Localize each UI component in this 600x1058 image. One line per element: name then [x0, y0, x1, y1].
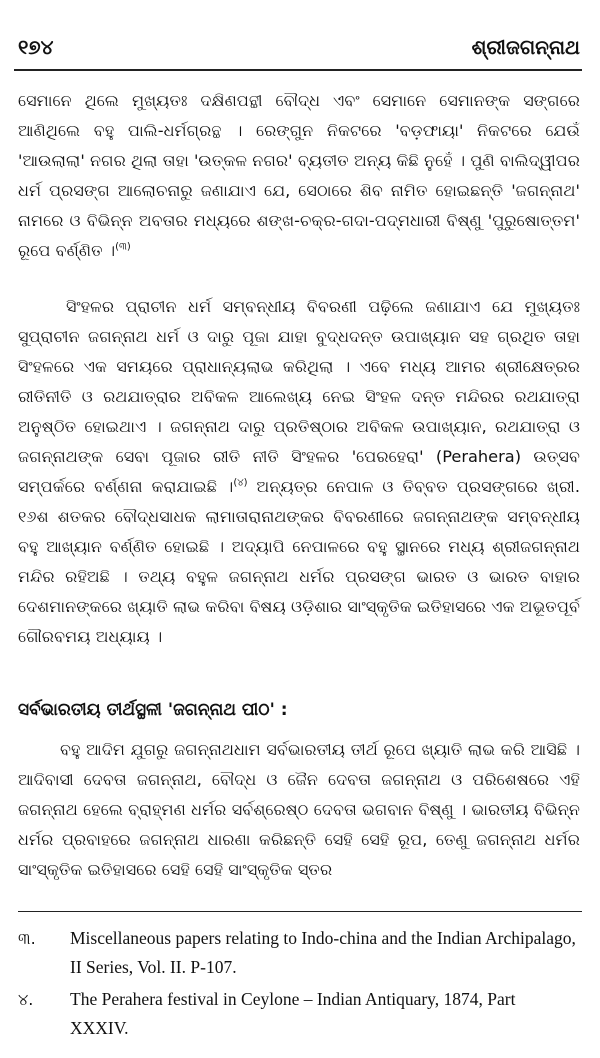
paragraph-1: [18, 86, 580, 266]
paragraph-2: [18, 292, 580, 652]
running-title: ଶ୍ରୀଜଗନ୍ନାଥ: [471, 35, 580, 59]
footnote-number: ୪.: [18, 990, 34, 1009]
footnote-divider: [18, 911, 582, 912]
paragraph-2-text-a: ସିଂହଳର ପ୍ରାଚୀନ ଧର୍ମ ସମ୍ବନ୍ଧୀୟ ବିବରଣୀ ପଢ଼ିଲେ ଜଣାଯାଏ ଯେ ମୁଖ୍ୟତଃ ସୁପ୍ରାଚୀନ ଜଗନ୍ନାଥ ଧର୍ମ ଓ ଦାରୁ ପୂଜା ଯାହା ବୁଦ୍ଧଦନ୍ତ ଉପାଖ୍ୟାନ ସହ ଗ୍ରଥିତ ତାହା ସିଂହଳରେ ଏକ ସମୟରେ ପ୍ରାଧାନ୍ୟଲାଭ କରିଥିଲା । ଏବେ ମଧ୍ୟ ଆମର ଶ୍ରୀକ୍ଷେତ୍ରର ରୀତିନୀତି ଓ ରଥଯାତ୍ରାର ଅବିକଳ ଆଲେଖ୍ୟ ନେଇ ସିଂହଳ ଦନ୍ତ ମନ୍ଦିରର ରଥଯାତ୍ରା ଅନୁଷ୍ଠିତ ହୋଇଥାଏ । ଜଗନ୍ନାଥ ଦାରୁ ପ୍ରତିଷ୍ଠାର ଅବିକଳ ଉପାଖ୍ୟାନ, ରଥଯାତ୍ରା ଓ ଜଗନ୍ନାଥଙ୍କ ସେବା ପୂଜାର ରୀତି ନୀତି ସିଂହଳର 'ପେରହେରା' (Perahera) ଉତ୍ସବ ସମ୍ପର୍କରେ ବର୍ଣ୍ଣନା କରାଯାଇଛି ।: [18, 297, 580, 496]
paragraph-2-text-b: ଅନ୍ୟତ୍ର ନେପାଳ ଓ ତିବ୍ବତ ପ୍ରସଙ୍ଗରେ ଖ୍ରୀ. ୧୬ଶ ଶତକର ବୌଦ୍ଧସାଧକ ଲାମାତାରାନାଥଙ୍କର ବିବରଣୀରେ ଜଗନ୍ନାଥଙ୍କ ସମ୍ବନ୍ଧୀୟ ବହୁ ଆଖ୍ୟାନ ବର୍ଣ୍ଣିତ ହୋଇଛି । ଅଦ୍ୟାପି ନେପାଳରେ ବହୁ ସ୍ଥାନରେ ମଧ୍ୟ ଶ୍ରୀଜଗନ୍ନାଥ ମନ୍ଦିର ରହିଅଛି । ତଥ୍ୟ ବହୁଳ ଜଗନ୍ନାଥ ଧର୍ମର ପ୍ରସଙ୍ଗ ଭାରତ ଓ ଭାରତ ବାହାର ଦେଶମାନଙ୍କରେ ଖ୍ୟାତି ଲାଭ କରିବା ବିଷୟ ଓଡ଼ିଶାର ସାଂସ୍କୃତିକ ଇତିହାସରେ ଏକ ଅଭୂତପୂର୍ବ ଗୌରବମୟ ଅଧ୍ୟାୟ ।: [18, 477, 580, 646]
footnote-ref-3: (୩): [115, 241, 131, 253]
page-header: [18, 32, 580, 62]
header-rule: [14, 69, 582, 71]
footnote-4: [18, 985, 578, 1043]
footnote-text: Miscellaneous papers relating to Indo-china and the Indian Archipalago, II Series, Vol. II. P-107.: [70, 928, 576, 977]
footnote-text: The Perahera festival in Ceylone – Indian Antiquary, 1874, Part XXXIV.: [70, 989, 516, 1038]
footnote-number: ୩.: [18, 929, 36, 948]
paragraph-1-text: ସେମାନେ ଥିଲେ ମୁଖ୍ୟତଃ ଦକ୍ଷିଣପନ୍ଥୀ ବୌଦ୍ଧ ଏବଂ ସେମାନେ ସେମାନଙ୍କ ସଙ୍ଗରେ ଆଣିଥିଲେ ବହୁ ପାଲି-ଧର୍ମଗ୍ରନ୍ଥ । ରେଙ୍ଗୁନ ନିକଟରେ 'ବଡ଼ଫାୟା' ନିକଟରେ ଯେଉଁ 'ଆଉଲାଲା' ନଗର ଥିଲା ତାହା 'ଉତ୍କଳ ନଗର' ବ୍ୟତୀତ ଅନ୍ୟ କିଛି ନୁହେଁ । ପୁଣି ବାଲିଦ୍ୱୀପର ଧର୍ମ ପ୍ରସଙ୍ଗ ଆଲୋଚନାରୁ ଜଣାଯାଏ ଯେ, ସେଠାରେ ଶିବ ନାମିତ ହୋଇଛନ୍ତି 'ଜଗନ୍ନାଥ' ନାମରେ ଓ ବିଭିନ୍ନ ଅବତାର ମଧ୍ୟରେ ଶଙ୍ଖ-ଚକ୍ର-ଗଦା-ପଦ୍ମଧାରୀ ବିଷ୍ଣୁ 'ପୁରୁଷୋତ୍ତମ' ରୂପେ ବର୍ଣ୍ଣିତ ।: [18, 91, 580, 260]
page-number: ୧୭୪: [18, 35, 54, 59]
footnote-3: [18, 924, 578, 982]
footnote-ref-4: (୪): [233, 477, 248, 489]
paragraph-3: ବହୁ ଆଦିମ ଯୁଗରୁ ଜଗନ୍ନାଥଧାମ ସର୍ବଭାରତୀୟ ତୀର୍ଥ ରୂପେ ଖ୍ୟାତି ଲାଭ କରି ଆସିଛି । ଆଦିବାସୀ ଦେବତା ଜଗନ୍ନାଥ, ବୌଦ୍ଧ ଓ ଜୈନ ଦେବତା ଜଗନ୍ନାଥ ଓ ପରିଶେଷରେ ଏହି ଜଗନ୍ନାଥ ହେଲେ ବ୍ରାହ୍ମଣ ଧର୍ମର ସର୍ବଶ୍ରେଷ୍ଠ ଦେବତା ଭଗବାନ ବିଷ୍ଣୁ । ଭାରତୀୟ ବିଭିନ୍ନ ଧର୍ମର ପ୍ରବାହରେ ଜଗନ୍ନାଥ ଧାରଣା କରିଛନ୍ତି ସେହି ସେହି ରୂପ, ତେଣୁ ଜଗନ୍ନାଥ ଧର୍ମର ସାଂସ୍କୃତିକ ଇତିହାସରେ ସେହି ସେହି ସାଂସ୍କୃତିକ ସ୍ତର: [18, 740, 580, 879]
section-heading: ସର୍ବଭାରତୀୟ ତୀର୍ଥସ୍ଥଳୀ 'ଜଗନ୍ନାଥ ପୀଠ' :: [18, 700, 288, 720]
